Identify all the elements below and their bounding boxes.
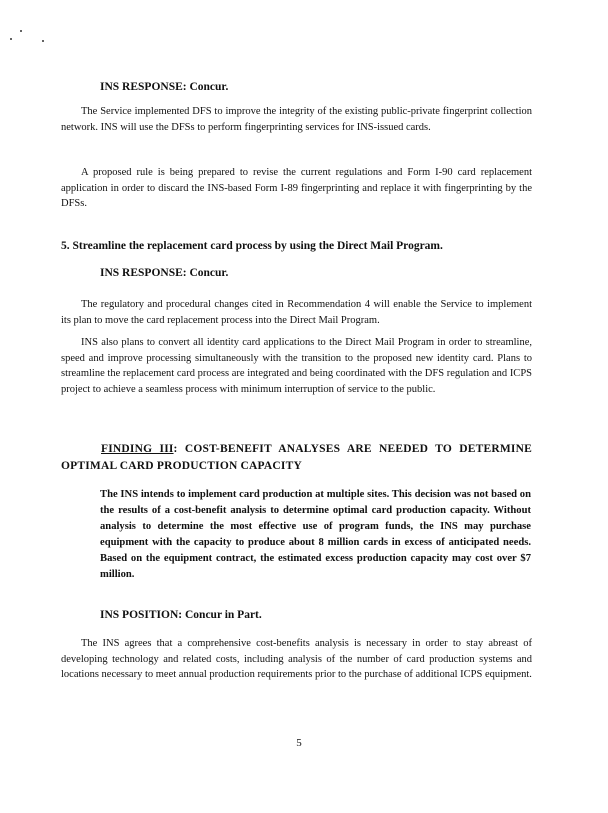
recommendation-5-heading: 5. Streamline the replacement card process by using the Direct Mail Program.	[61, 240, 443, 252]
paragraph-cost-benefit-agreement: The INS agrees that a comprehensive cost-benefits analysis is necessary in order to stay abreast of developing technology and related costs, including analysis of the number of card production systems and locations necessary to meet annual production requirements prior to the purchase of additional ICPS equipment.	[61, 638, 532, 681]
scan-speck	[20, 30, 22, 32]
ins-position-heading: INS POSITION: Concur in Part.	[100, 609, 262, 621]
finding-summary: The INS intends to implement card production at multiple sites. This decision was not based on the results of a cost-benefit analysis to determine optimal card production capacity. Without analysis to determine the most effective use of program funds, the INS may purchase equipment with the capacity to produce about 8 million cards in excess of anticipated needs. Based on the equipment contract, the estimated excess production capacity may cost over $7 million.	[100, 489, 531, 580]
paragraph-proposed-rule: A proposed rule is being prepared to revise the current regulations and Form I-90 card replacement application in order to discard the INS-based Form I-89 fingerprinting and replace it with fingerprinting by the DFSs.	[61, 167, 532, 210]
ins-response-heading: INS RESPONSE: Concur.	[100, 267, 229, 279]
finding-label: FINDING III	[101, 443, 174, 455]
scan-speck	[42, 40, 44, 42]
finding-title: : COST-BENEFIT ANALYSES ARE NEEDED TO DETERMINE OPTIMAL CARD PRODUCTION CAPACITY	[61, 443, 532, 472]
paragraph-regulatory-changes: The regulatory and procedural changes cited in Recommendation 4 will enable the Service to implement its plan to move the card replacement process into the Direct Mail Program.	[61, 299, 532, 326]
page-number: 5	[296, 737, 302, 749]
finding-iii-heading	[61, 441, 532, 475]
ins-response-heading: INS RESPONSE: Concur.	[100, 81, 229, 93]
paragraph-dfs-implementation: The Service implemented DFS to improve the integrity of the existing public-private fingerprint collection network. INS will use the DFSs to perform fingerprinting services for INS-issued cards.	[61, 106, 532, 133]
paragraph-direct-mail-conversion: INS also plans to convert all identity card applications to the Direct Mail Program in order to streamline, speed and improve processing simultaneously with the transition to the proposed new identity card. Plans to streamline the replacement card process are integrated and being coordinated with the DFS regulation and ICPS project to achieve a seamless process with minimum interruption of service to the public.	[61, 337, 532, 396]
scan-speck	[10, 38, 12, 40]
